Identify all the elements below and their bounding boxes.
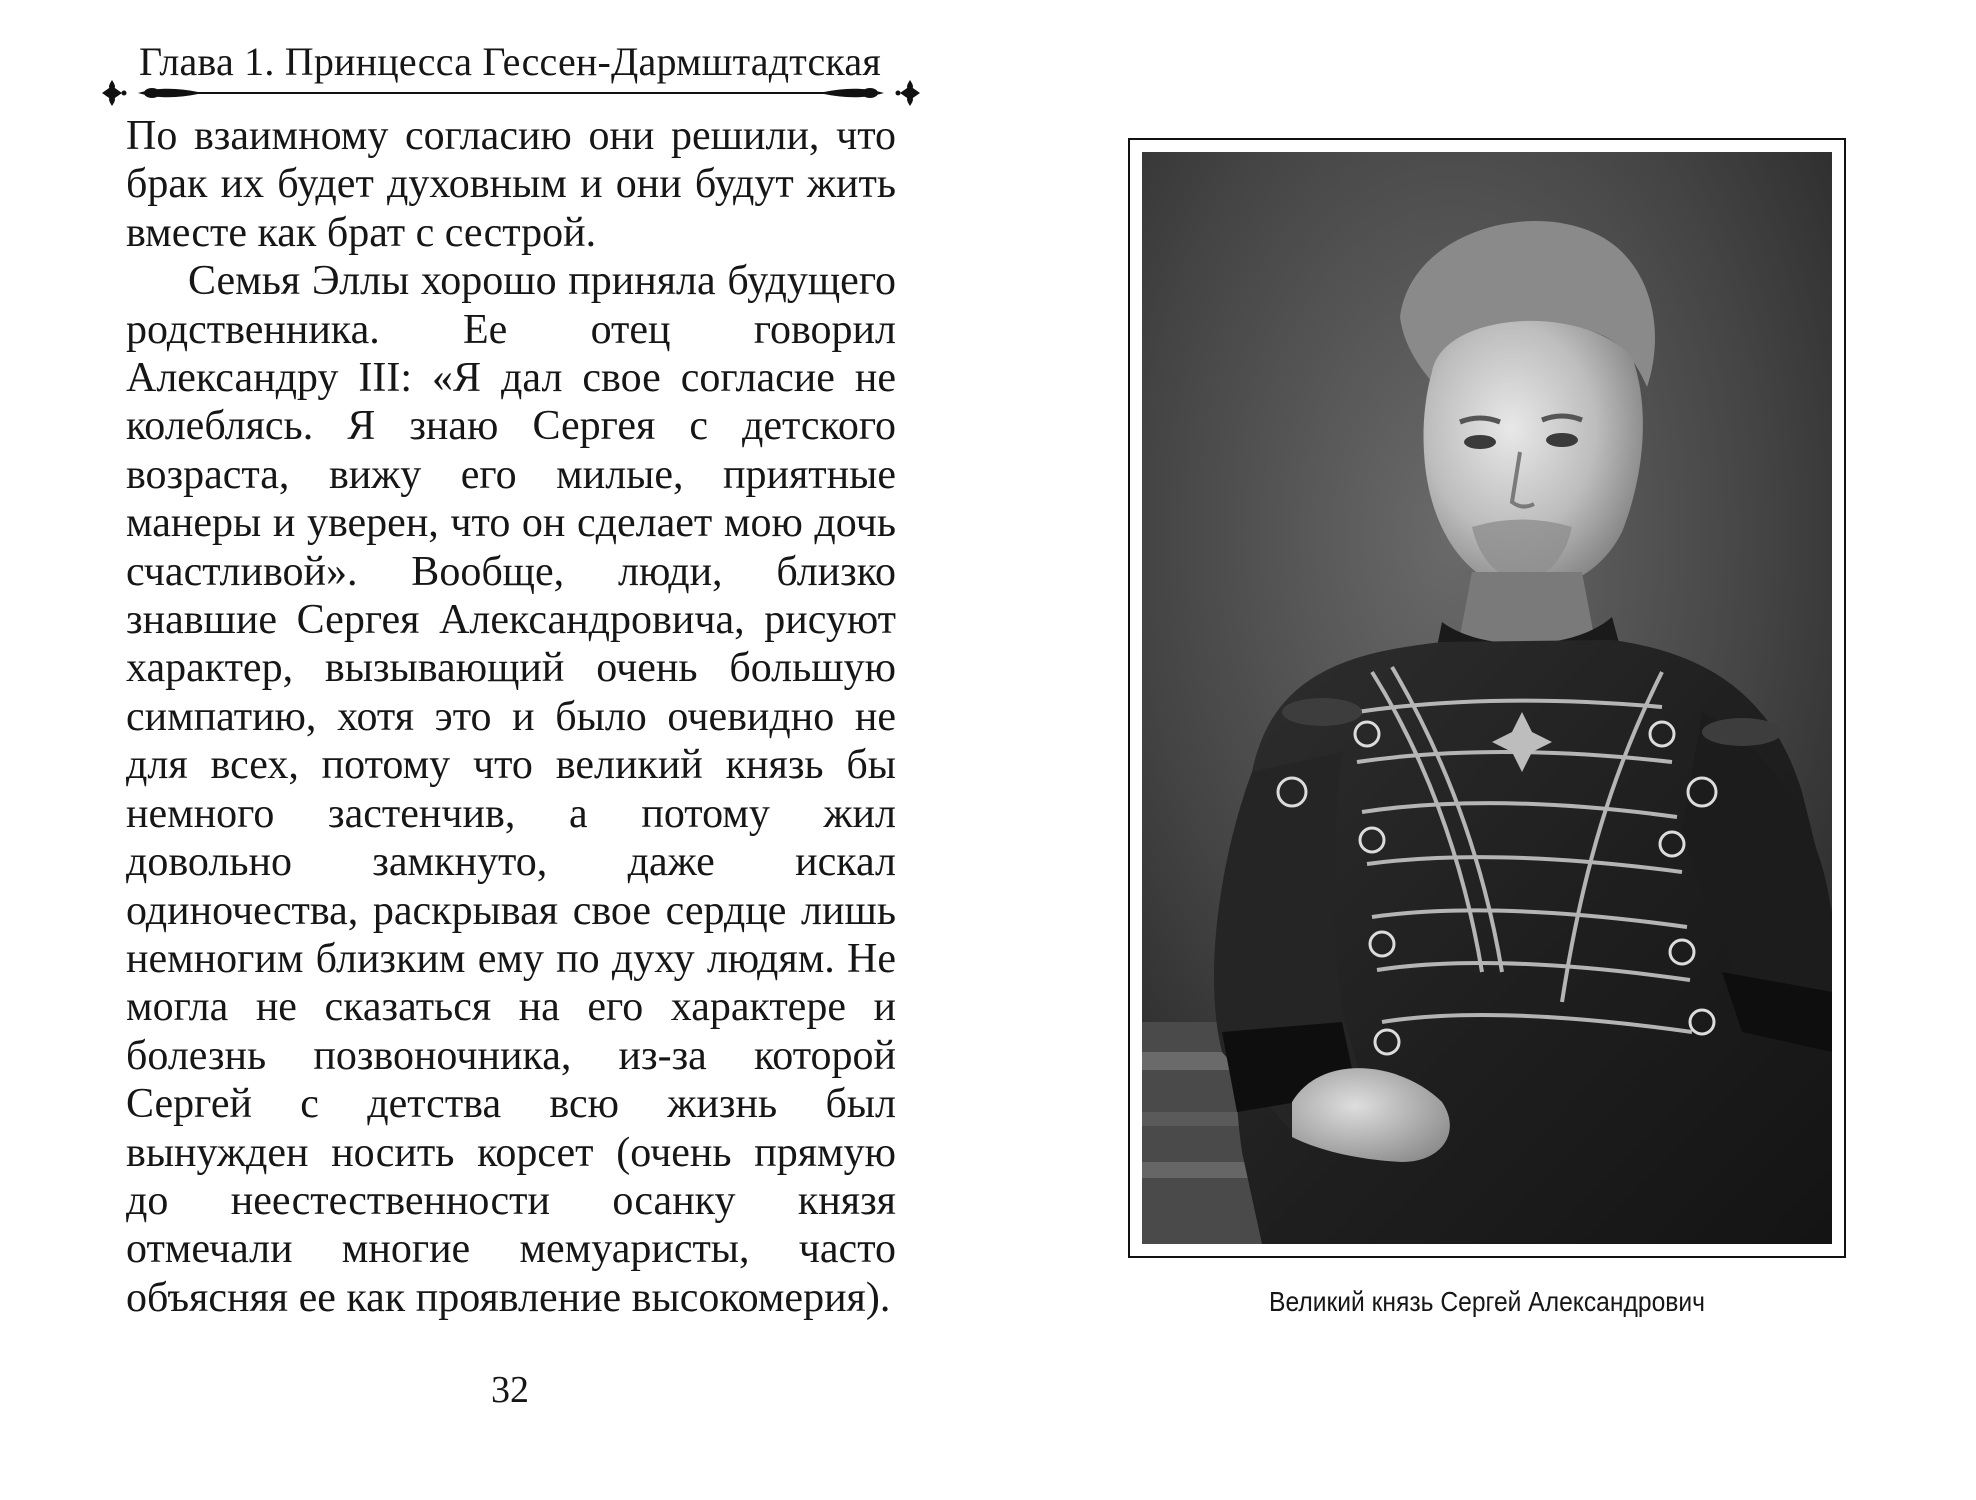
portrait-photo (1142, 152, 1832, 1244)
photo-frame (1128, 138, 1846, 1258)
photo-caption: Великий князь Сергей Александрович (1269, 1286, 1705, 1317)
paragraph: Семья Эллы хорошо приняла будущего родственника. Ее отец говорил Александру III: «Я дал свое согласие не колеблясь. Я знаю Сергея с детского возраста, вижу его милые, приятные манеры и уверен, что он сделает мою дочь счастливой». Вообще, люди, близко знавшие Сергея Александровича, рисуют характер, вызывающий очень большую симпатию, хотя это и было очевидно не для всех, потому что великий князь бы немного застенчив, а потому жил довольно замкнуто, даже искал одиночества, раскрывая свое сердце лишь немногим близким ему по духу людям. Не могла не сказаться на его характере и болезнь позвоночника, из-за которой Сергей с детства всю жизнь был вынужден носить корсет (очень прямую до неестественности осанку князя отмечали многие мемуаристы, часто объясняя ее как проявление высокомерия). (126, 258, 896, 1321)
running-head: Глава 1. Принцесса Гессен-Дармштадтская (139, 39, 881, 84)
right-page (988, 0, 1976, 1500)
right-fleuron-icon (896, 80, 921, 106)
body-text (126, 112, 896, 1322)
page-number: 32 (491, 1369, 529, 1411)
portrait-illustration (1142, 152, 1832, 1244)
left-fleuron-icon (102, 80, 127, 106)
ornament-rule (98, 78, 924, 108)
paragraph: По взаимному согласию они решили, что брак их будет духовным и они будут жить вместе как брат с сестрой. (126, 113, 896, 256)
